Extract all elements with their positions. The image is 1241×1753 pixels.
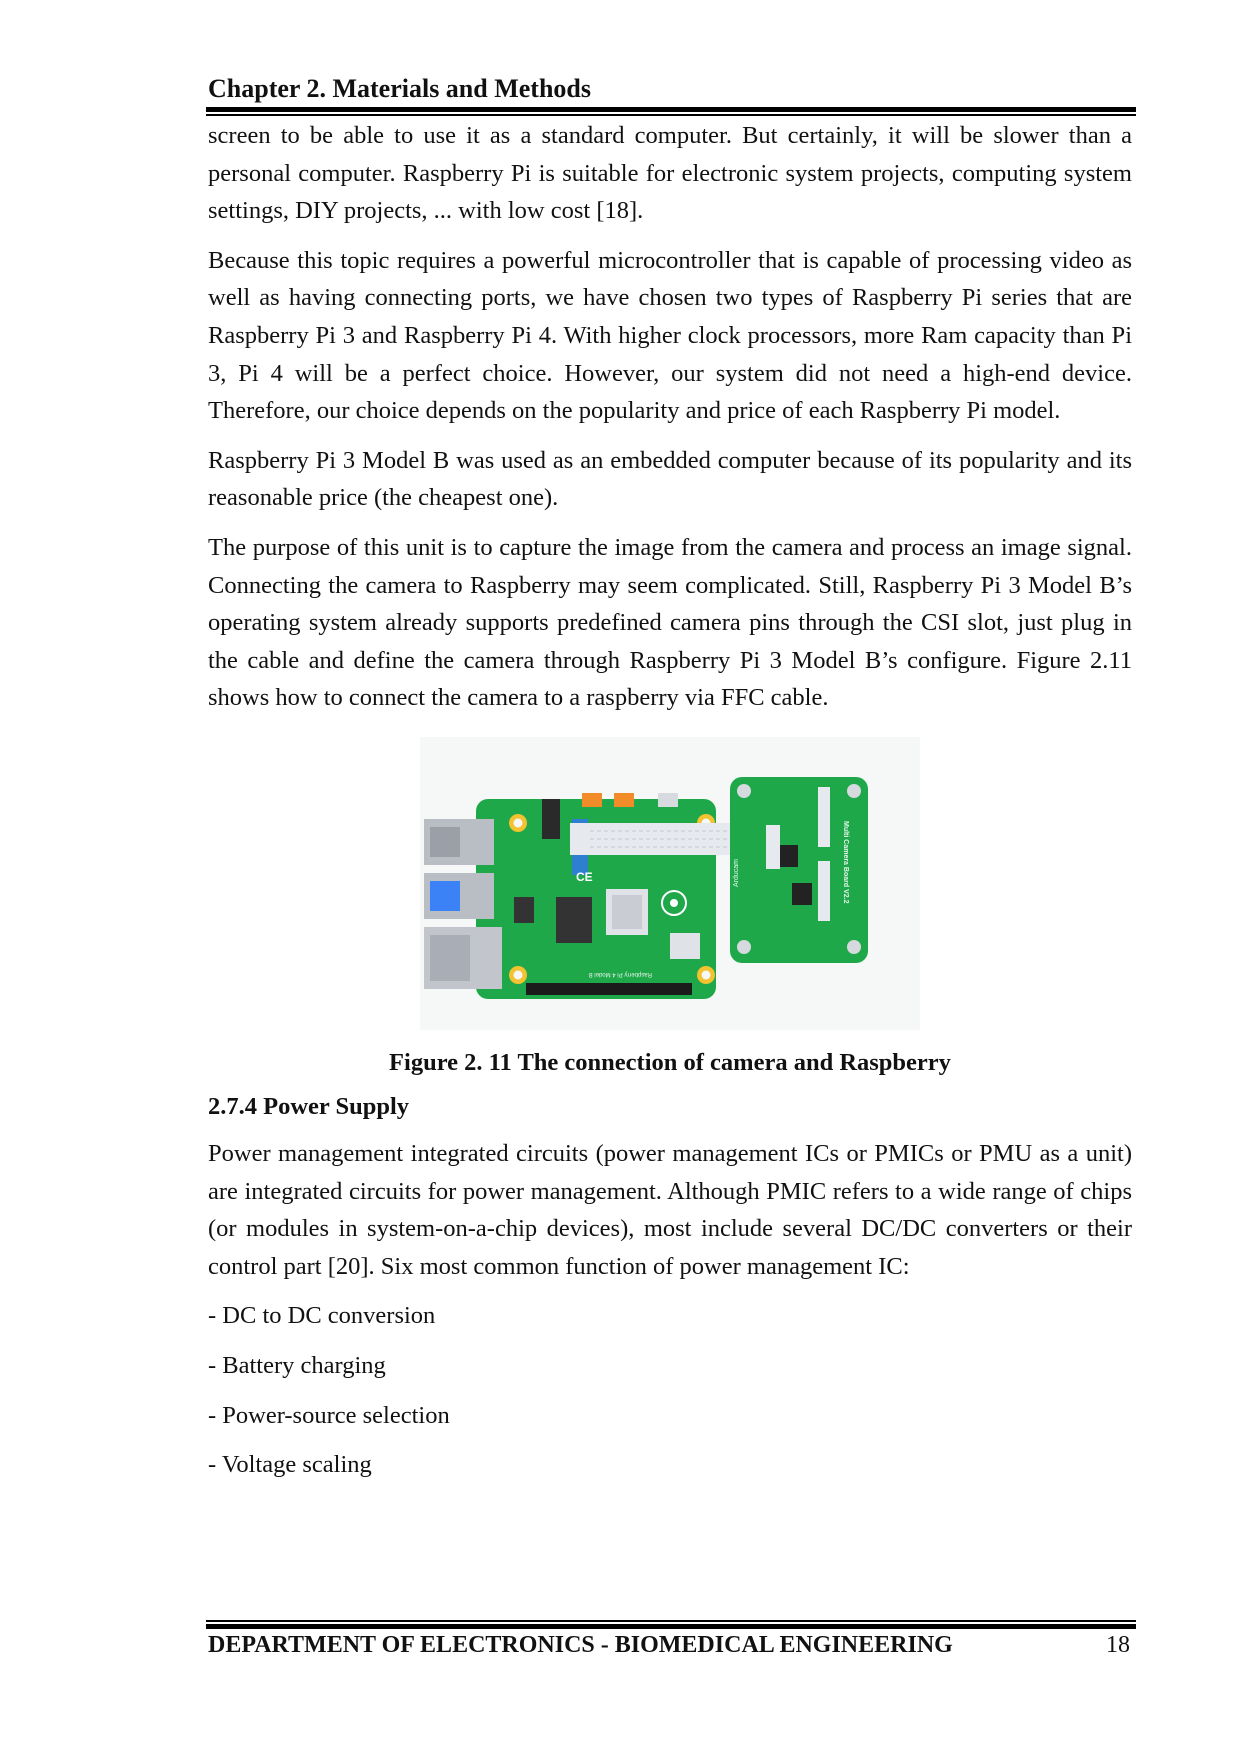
paragraph-1: screen to be able to use it as a standard computer. But certainly, it will be slower than a personal computer. Raspberry Pi is suitable for electronic system projects, computing system settings, DIY projects, ... with low cost [18].	[208, 122, 1132, 225]
ram-chip	[556, 897, 592, 943]
footer-rule-thick	[206, 1624, 1136, 1629]
camera-board-connector	[766, 825, 780, 869]
mux-chip-2	[792, 883, 812, 905]
gpio-header	[526, 983, 692, 995]
raspberry-camera-illustration	[420, 737, 920, 1030]
figure-caption: Figure 2. 11 The connection of camera and Raspberry	[389, 1048, 951, 1076]
camera-port-b	[818, 861, 830, 921]
ce-mark: CE	[576, 869, 593, 884]
audio-jack	[542, 799, 560, 839]
list-item: - Voltage scaling	[208, 1451, 372, 1479]
footer-rule-thin	[206, 1620, 1136, 1622]
header-rule-thin	[206, 114, 1136, 116]
section-heading: 2.7.4 Power Supply	[208, 1092, 410, 1120]
page-number: 18	[1106, 1632, 1130, 1658]
arducam-label: Arducam	[733, 858, 740, 887]
figure-image	[420, 737, 920, 1030]
footer-department: DEPARTMENT OF ELECTRONICS - BIOMEDICAL ENGINEERING	[208, 1632, 953, 1658]
chapter-title: Chapter 2. Materials and Methods	[208, 74, 592, 103]
usb-c-port	[658, 793, 678, 807]
section-paragraph: Power management integrated circuits (power management ICs or PMICs or PMU as a unit) are integrated circuits for power management. Although PMIC refers to a wide range of chips (or modules in system-on-a-chip devices), most include several DC/DC converters or their control part [20]. Six most common function of power management IC:	[208, 1140, 1132, 1280]
paragraph-3: Raspberry Pi 3 Model B was used as an embedded computer because of its popularity and its reasonable price (the cheapest one).	[208, 446, 1132, 512]
paragraph-4: The purpose of this unit is to capture the image from the camera and process an image signal. Connecting the camera to Raspberry may seem complicated. Still, Raspberry Pi 3 Model B’s operating system already supports predefined camera pins through the CSI slot, just plug in the cable and define the camera through Raspberry Pi 3 Model B’s configure. Figure 2.11 shows how to connect the camera to a raspberry via FFC cable.	[208, 533, 1132, 712]
paragraph-2: Because this topic requires a powerful microcontroller that is capable of processing video as well as having connecting ports, we have chosen two types of Raspberry Pi series that are Raspberry Pi 3 and Raspberry Pi 4. With higher clock processors, more Ram capacity than Pi 3, Pi 4 will be a perfect choice. However, our system did not need a high-end device. Therefore, our choice depends on the popularity and price of each Raspberry Pi model.	[208, 246, 1132, 425]
list-item: - DC to DC conversion	[208, 1302, 436, 1330]
camera-port-a	[818, 787, 830, 847]
list-item: - Power-source selection	[208, 1401, 450, 1429]
usb-controller-chip	[514, 897, 534, 923]
header-rule-thick	[206, 107, 1136, 112]
page-content	[208, 117, 1132, 1496]
list-item: - Battery charging	[208, 1352, 386, 1380]
hdmi-port-1	[582, 793, 602, 807]
camera-board-label: Multi Camera Board V2.2	[842, 820, 849, 904]
hdmi-port-2	[614, 793, 634, 807]
mux-chip-1	[780, 845, 798, 867]
wifi-module	[670, 933, 700, 959]
pi-board-label: Raspberry Pi 4 Model B	[588, 970, 652, 977]
